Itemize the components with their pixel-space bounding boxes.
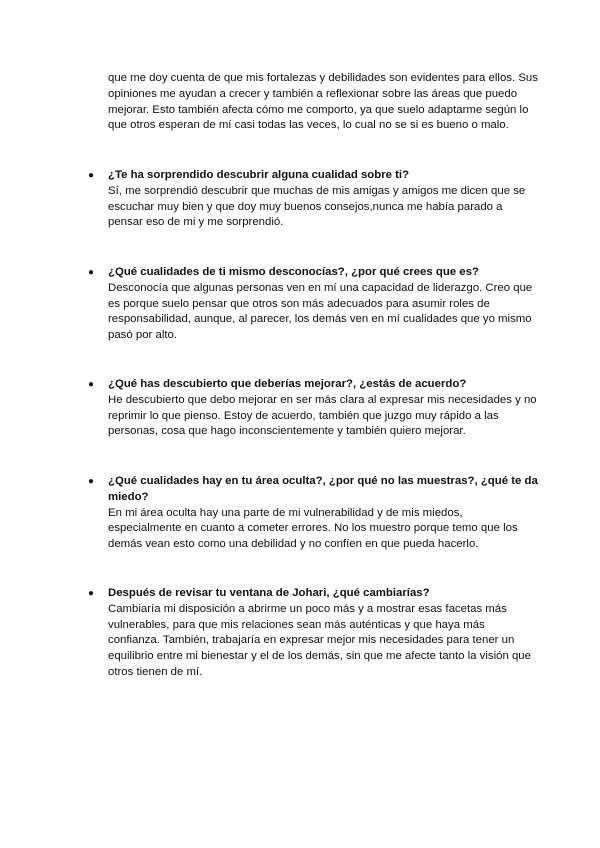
bullet-icon: ● xyxy=(88,476,95,487)
answer-4: En mi área oculta hay una parte de mi vulnerabilidad y de mis miedos, especialmente en cuanto a cometer errores. No los muestro porque temo que los demás vean esto como una debilidad y no confíen en que pueda hacerlo. xyxy=(108,506,518,551)
answer-2: Desconocía que algunas personas ven en mí una capacidad de liderazgo. Creo que es porque suelo pensar que otros son más adecuados para asumir roles de responsabilidad, aunque, al parecer, los demás ven en mí cualidades que yo mismo pasó por alto. xyxy=(108,281,533,342)
intro-paragraph xyxy=(108,71,538,134)
question-4: ¿Qué cualidades hay en tu área oculta?, ¿por qué no las muestras?, ¿qué te da miedo? xyxy=(108,475,538,503)
bullet-icon: ● xyxy=(88,267,95,278)
question-3: ¿Qué has descubierto que deberías mejorar?, ¿estás de acuerdo? xyxy=(108,378,467,390)
answer-3: He descubierto que debo mejorar en ser más clara al expresar mis necesidades y no reprimir lo que pienso. Estoy de acuerdo, también que juzgo muy rápido a las personas, cosa que hago inconscientemente y también quiero mejorar. xyxy=(108,393,537,438)
question-2: ¿Qué cualidades de ti mismo desconocías?, ¿por qué crees que es? xyxy=(108,266,479,278)
qa-item-5 xyxy=(88,586,531,681)
intro-line: que otros esperan de mí casi todas las veces, lo cual no se si es bueno o malo. xyxy=(108,119,509,132)
question-1: ¿Te ha sorprendido descubrir alguna cualidad sobre ti? xyxy=(108,169,410,181)
bullet-icon: ● xyxy=(88,379,95,390)
qa-item-1 xyxy=(88,168,528,231)
question-5: Después de revisar tu ventana de Johari, ¿qué cambiarías? xyxy=(108,587,430,599)
intro-line: opiniones me ayudan a crecer y también a reflexionar sobre las áreas que puedo xyxy=(108,87,518,100)
answer-5: Cambiaría mi disposición a abrirme un poco más y a mostrar esas facetas más vulnerables, para que mis relaciones sean más auténticas y que haya más confianza. También, trabajaría en expresar mejor mis necesidades para tener un equilibrio entre mi bienestar y el de los demás, sin que me afecte tanto la visión que otros tienen de mí. xyxy=(108,602,531,678)
answer-1: Sí, me sorprendió descubrir que muchas de mis amigas y amigos me dicen que se escuchar muy bien y que doy muy buenos consejos,nunca me había parado a pensar eso de mi y me sorprendió. xyxy=(108,184,526,229)
intro-line: que me doy cuenta de que mis fortalezas y debilidades son evidentes para ellos. Sus xyxy=(108,72,538,84)
qa-item-2 xyxy=(88,265,533,344)
bullet-icon: ● xyxy=(88,588,95,599)
qa-item-3 xyxy=(88,377,537,440)
bullet-icon: ● xyxy=(88,170,95,181)
intro-line: mejorar. Esto también afecta cómo me comporto, ya que suelo adaptarme según lo xyxy=(108,103,529,116)
qa-item-4 xyxy=(88,474,538,553)
